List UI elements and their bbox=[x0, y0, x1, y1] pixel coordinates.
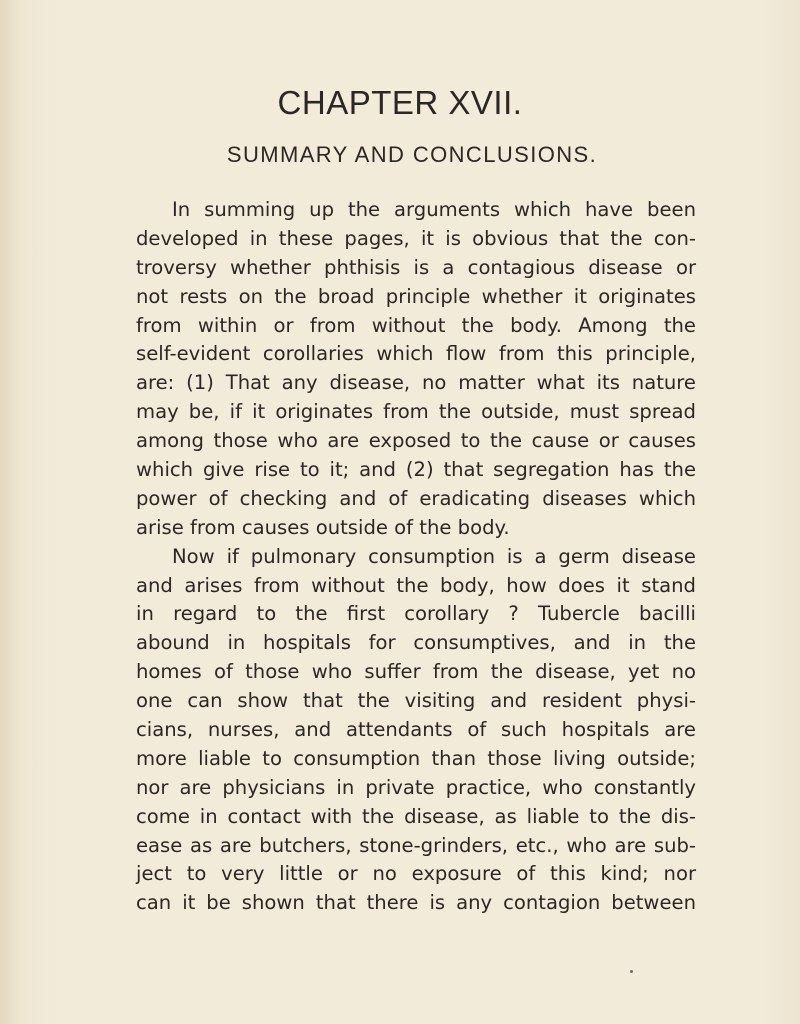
paragraph-2 bbox=[136, 543, 696, 919]
text-line: can it be shown that there is any contagion between bbox=[136, 891, 696, 915]
text-line: among those who are exposed to the cause or causes bbox=[136, 429, 696, 453]
text-line: arise from causes outside of the body. bbox=[136, 515, 510, 539]
paragraph-1 bbox=[136, 196, 696, 543]
text-line: self-evident corollaries which flow from this principle, bbox=[136, 342, 696, 366]
text-line: and arises from without the body, how does it stand bbox=[136, 573, 696, 597]
text-line: ject to very little or no exposure of this kind; nor bbox=[136, 862, 696, 886]
text-line: are: (1) That any disease, no matter what its nature bbox=[136, 371, 696, 395]
text-line: abound in hospitals for consumptives, and in the bbox=[136, 631, 696, 655]
text-line: troversy whether phthisis is a contagious disease or bbox=[136, 255, 696, 279]
chapter-subtitle: SUMMARY AND CONCLUSIONS. bbox=[226, 142, 598, 167]
text-line: more liable to consumption than those living outside; bbox=[136, 746, 696, 770]
text-line: which give rise to it; and (2) that segregation has the bbox=[136, 458, 696, 482]
text-line: nor are physicians in private practice, who constantly bbox=[136, 775, 696, 799]
text-line: in regard to the first corollary ? Tubercle bacilli bbox=[136, 602, 696, 626]
text-line: one can show that the visiting and resident physi- bbox=[136, 689, 696, 713]
text-line: homes of those who suffer from the disease, yet no bbox=[136, 660, 696, 684]
text-line: Now if pulmonary consumption is a germ disease bbox=[172, 544, 696, 568]
chapter-body bbox=[136, 196, 696, 918]
text-line: may be, if it originates from the outside, must spread bbox=[136, 400, 696, 424]
chapter-title: CHAPTER XVII. bbox=[277, 84, 523, 121]
text-line: cians, nurses, and attendants of such hospitals are bbox=[136, 718, 696, 742]
text-line: power of checking and of eradicating diseases which bbox=[136, 486, 696, 510]
text-line: not rests on the broad principle whether it originates bbox=[136, 284, 696, 308]
text-line: developed in these pages, it is obvious that the con- bbox=[136, 226, 696, 250]
print-speck bbox=[630, 970, 633, 973]
text-line: from within or from without the body. Among the bbox=[136, 313, 696, 337]
text-line: ease as are butchers, stone-grinders, etc., who are sub- bbox=[136, 833, 696, 857]
text-line: come in contact with the disease, as liable to the dis- bbox=[136, 804, 696, 828]
text-line: In summing up the arguments which have been bbox=[172, 198, 696, 221]
